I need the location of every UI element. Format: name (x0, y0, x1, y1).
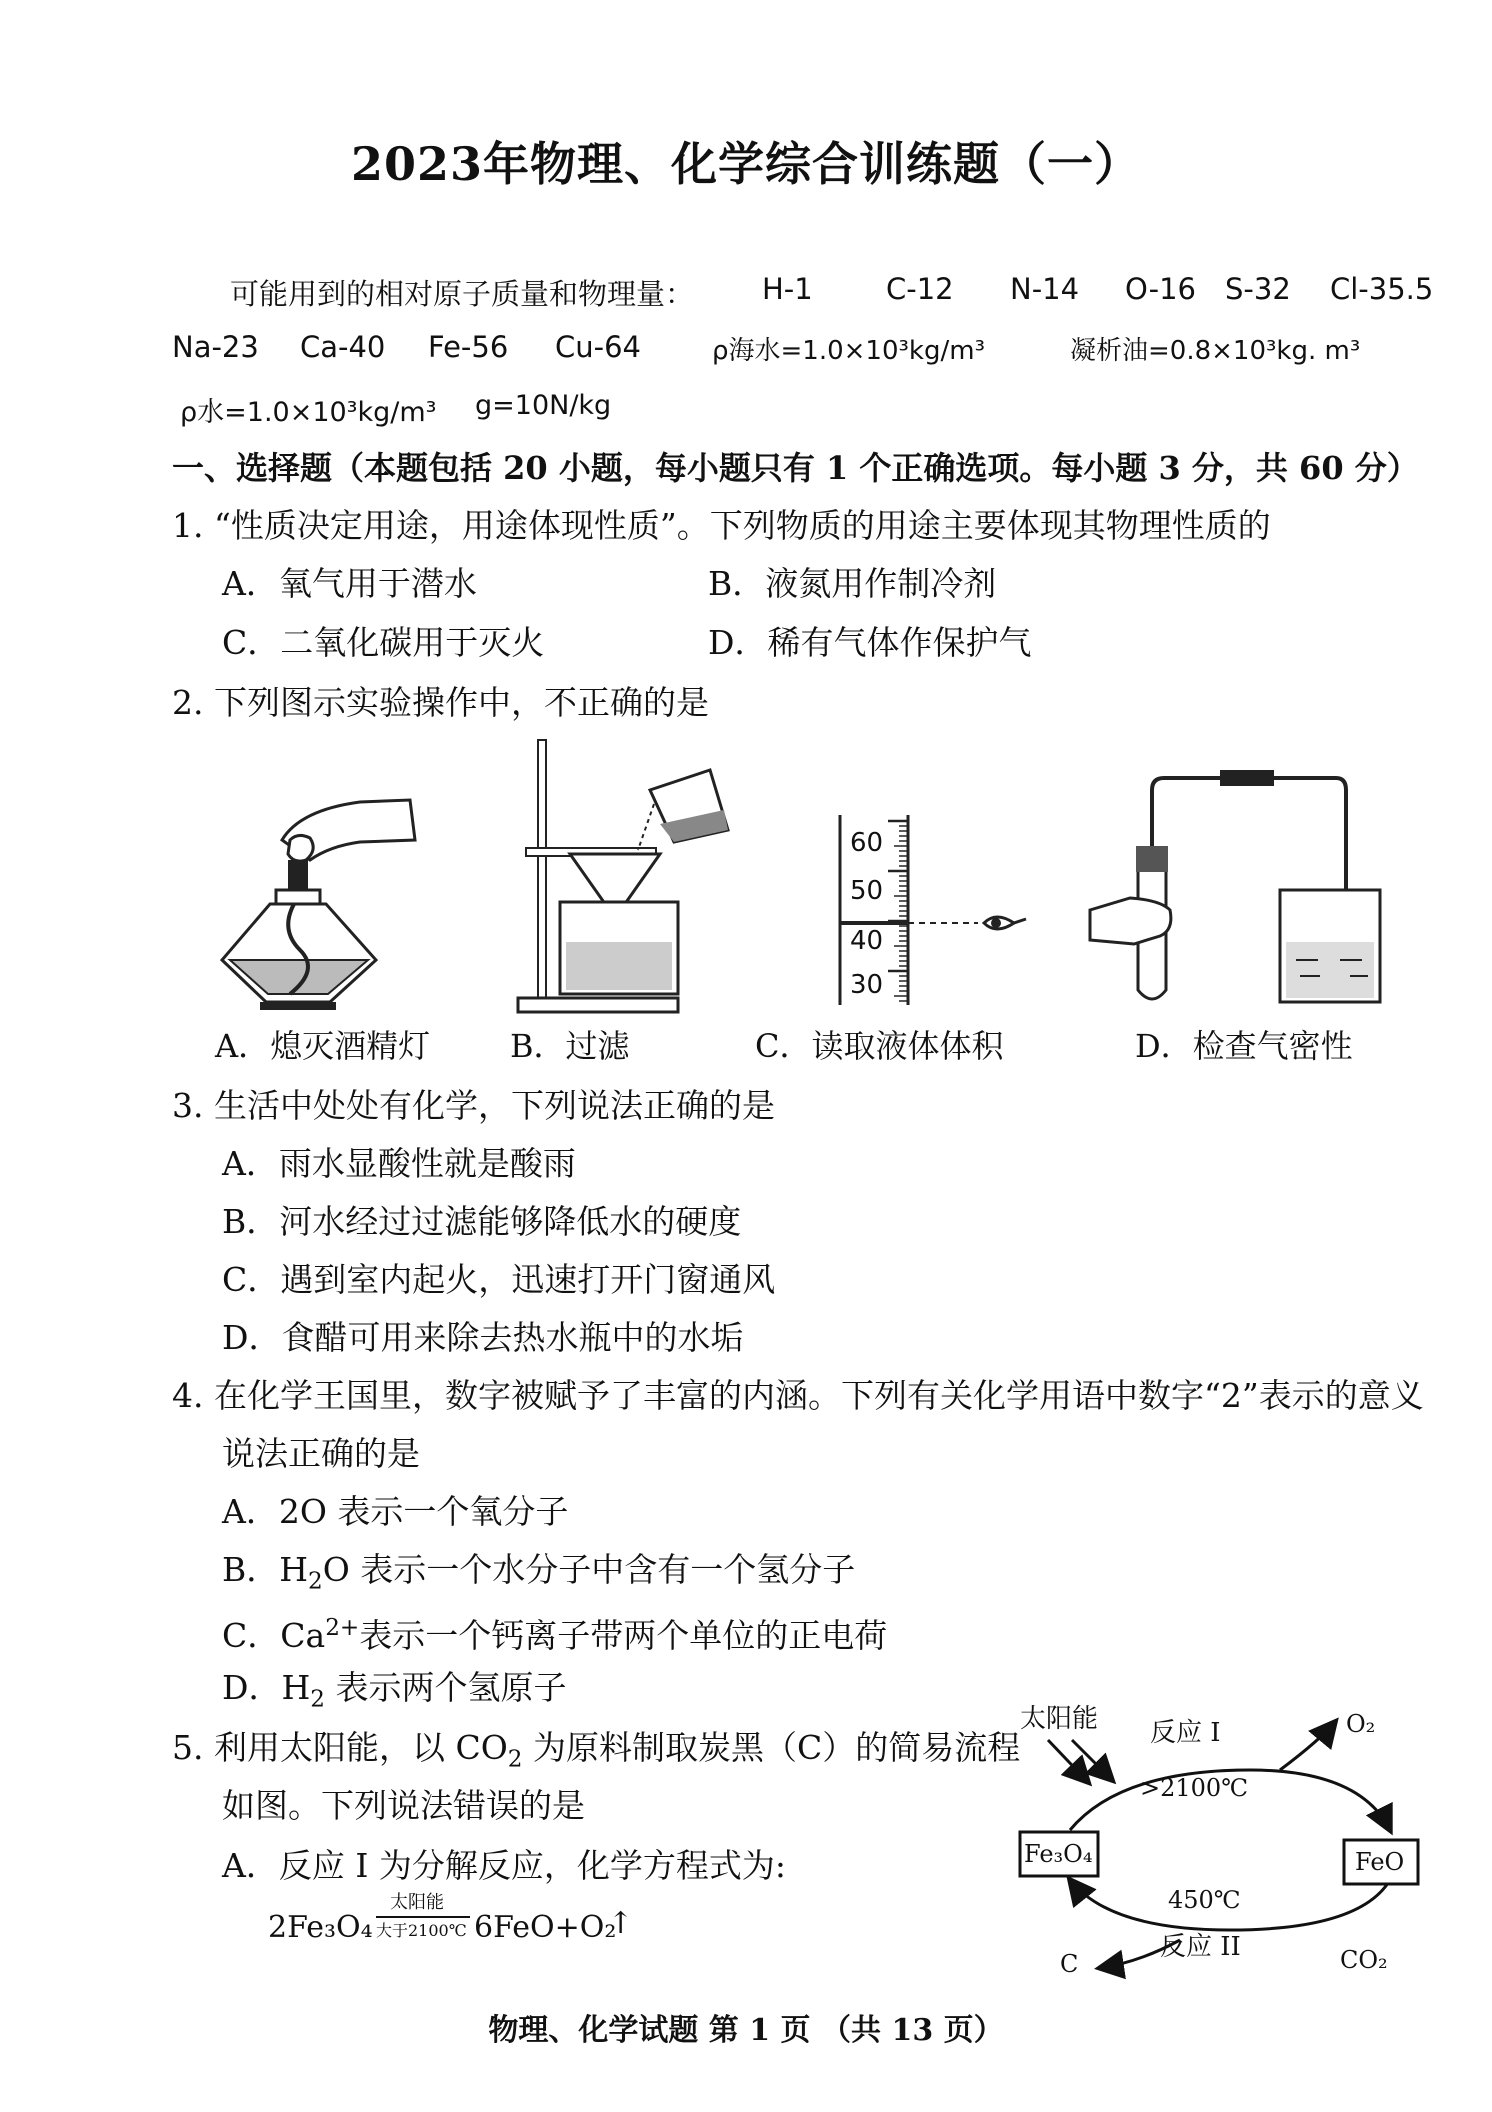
section-heading: 一、选择题（本题包括 20 小题，每小题只有 1 个正确选项。每小题 3 分，共 60 分） (172, 449, 1419, 487)
q5-equation-gas-arrow: ↑ (608, 1906, 634, 1941)
q3-option-a: A．雨水显酸性就是酸雨 (222, 1144, 576, 1183)
figure-filtration (510, 730, 740, 1020)
q5-stem-post: 为原料制取炭黑（C）的简易流程 (522, 1728, 1021, 1767)
q4-option-b (222, 1549, 855, 1603)
q2-caption-a: A．熄灭酒精灯 (215, 1027, 431, 1065)
q5-equation-right: 6FeO+O₂ (474, 1910, 617, 1945)
cylinder-tick-60: 60 (850, 828, 884, 858)
q5-stem-pre: 5. 利用太阳能，以 CO (172, 1728, 508, 1767)
q4-c-post: 表示一个钙离子带两个单位的正电荷 (359, 1616, 888, 1655)
q4-b-sub: 2 (308, 1568, 323, 1595)
q1-option-c: C．二氧化碳用于灭火 (222, 623, 545, 662)
const-h: H-1 (762, 272, 813, 306)
const-n: N-14 (1010, 272, 1080, 306)
figure-alcohol-lamp (210, 780, 430, 1020)
const-o: O-16 (1125, 272, 1196, 306)
diagram-reaction-1: 反应 I (1150, 1718, 1221, 1748)
q3-option-b: B．河水经过过滤能够降低水的硬度 (222, 1202, 742, 1241)
q4-d-sub: 2 (310, 1686, 325, 1713)
const-cl: Cl-35.5 (1330, 272, 1434, 306)
cylinder-tick-30: 30 (850, 970, 884, 1000)
q5-stem-line1 (172, 1727, 1020, 1781)
page-footer: 物理、化学试题 第 1 页 （共 13 页） (488, 2013, 1004, 2048)
q4-d-post: 表示两个氢原子 (324, 1668, 567, 1707)
figure-airtightness-check (1090, 760, 1390, 1020)
cylinder-tick-40: 40 (850, 926, 884, 956)
q5-equation-condition-bottom: 大于2100℃ (376, 1921, 467, 1940)
const-g: g=10N/kg (475, 390, 612, 421)
q5-equation-condition-top: 太阳能 (390, 1892, 444, 1913)
q1-option-b: B．液氮用作制冷剂 (708, 564, 997, 603)
diagram-temp-1: >2100℃ (1140, 1774, 1249, 1802)
q2-caption-d: D．检查气密性 (1135, 1027, 1353, 1065)
q5-equation-left: 2Fe₃O₄ (268, 1910, 373, 1945)
diagram-temp-2: 450℃ (1168, 1886, 1241, 1914)
q5-stem-line2: 如图。下列说法错误的是 (222, 1786, 585, 1825)
q1-option-a: A．氧气用于潜水 (222, 564, 477, 603)
diagram-co2: CO₂ (1340, 1946, 1388, 1974)
q5-option-a: A．反应 I 为分解反应，化学方程式为: (222, 1846, 786, 1885)
const-na: Na-23 (172, 330, 259, 364)
q3-option-d: D．食醋可用来除去热水瓶中的水垢 (222, 1318, 744, 1357)
diagram-o2: O₂ (1346, 1710, 1376, 1738)
q4-d-pre: D．H (222, 1668, 311, 1707)
constants-lead: 可能用到的相对原子质量和物理量： (230, 277, 695, 311)
const-cu: Cu-64 (555, 330, 641, 364)
q4-b-pre: B．H (222, 1550, 309, 1589)
const-fe: Fe-56 (428, 330, 509, 364)
q2-caption-c: C．读取液体体积 (755, 1027, 1004, 1065)
const-rho-seawater: ρ海水=1.0×10³kg/m³ (712, 336, 986, 366)
diagram-reaction-2: 反应 II (1160, 1932, 1241, 1962)
q4-c-sup: 2+ (325, 1615, 360, 1641)
diagram-feo-box: FeO (1355, 1848, 1405, 1876)
q4-b-post: O 表示一个水分子中含有一个氢分子 (322, 1550, 856, 1589)
q4-option-c (222, 1607, 887, 1657)
diagram-c: C (1060, 1950, 1079, 1978)
diagram-solar-energy: 太阳能 (1020, 1704, 1099, 1734)
q3-stem: 3. 生活中处处有化学，下列说法正确的是 (172, 1086, 775, 1125)
q5-stem-sub: 2 (507, 1746, 523, 1773)
q3-option-c: C．遇到室内起火，迅速打开门窗通风 (222, 1260, 776, 1299)
const-s: S-32 (1225, 272, 1291, 306)
cylinder-ticks (888, 821, 908, 1001)
q4-option-d (222, 1667, 566, 1721)
q1-stem: 1. “性质决定用途，用途体现性质”。下列物质的用途主要体现其物理性质的 (172, 506, 1271, 545)
q4-c-pre: C．Ca (222, 1616, 326, 1655)
q4-option-a: A．2O 表示一个氧分子 (222, 1492, 569, 1531)
const-c: C-12 (886, 272, 954, 306)
const-ca: Ca-40 (300, 330, 386, 364)
q2-stem: 2. 下列图示实验操作中，不正确的是 (172, 683, 709, 722)
const-rho-oil: 凝析油=0.8×10³kg. m³ (1070, 336, 1361, 366)
q1-option-d: D．稀有气体作保护气 (708, 623, 1032, 662)
q4-stem-line1: 4. 在化学王国里，数字被赋予了丰富的内涵。下列有关化学用语中数字“2”表示的意义 (172, 1376, 1424, 1415)
q4-stem-line2: 说法正确的是 (222, 1434, 420, 1473)
const-rho-water: ρ水=1.0×10³kg/m³ (180, 397, 437, 428)
diagram-fe3o4-box: Fe₃O₄ (1024, 1840, 1093, 1868)
q2-caption-b: B．过滤 (510, 1027, 630, 1065)
cylinder-tick-50: 50 (850, 876, 884, 906)
page-title: 2023年物理、化学综合训练题（一） (350, 137, 1142, 191)
